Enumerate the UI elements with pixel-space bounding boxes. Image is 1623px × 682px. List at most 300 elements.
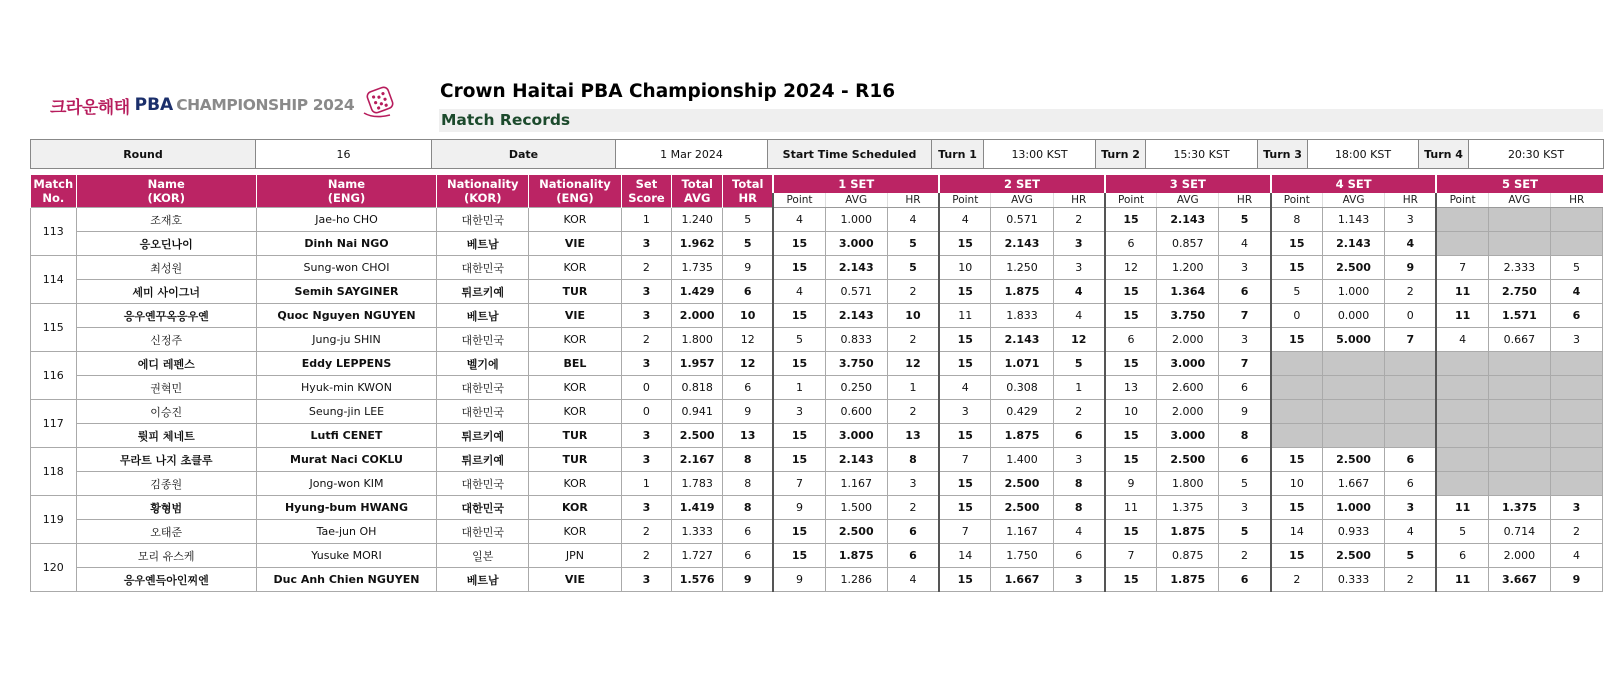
set-2-point: 3 xyxy=(939,400,991,424)
set-5-hr: 4 xyxy=(1550,280,1602,304)
set-5-avg-header: AVG xyxy=(1488,193,1550,208)
set-5-hr: 5 xyxy=(1550,256,1602,280)
col-nationality-eng: Nationality (ENG) xyxy=(529,175,621,208)
col-match-no: Match No. xyxy=(31,175,77,208)
set-4-hr: 3 xyxy=(1385,208,1437,232)
set-5-hr-empty xyxy=(1550,424,1602,448)
set-1-hr: 2 xyxy=(887,328,939,352)
logo-event-text: CHAMPIONSHIP 2024 xyxy=(176,96,355,114)
player-nationality-eng: KOR xyxy=(529,256,621,280)
set-5-avg: 0.714 xyxy=(1488,520,1550,544)
match-number: 114 xyxy=(31,256,77,304)
set-1-hr: 2 xyxy=(887,496,939,520)
player-total-hr: 5 xyxy=(723,208,774,232)
set-2-avg: 1.250 xyxy=(991,256,1053,280)
turn-4-label: Turn 4 xyxy=(1419,140,1469,169)
set-5-point-empty xyxy=(1436,448,1488,472)
set-5-hr: 2 xyxy=(1550,520,1602,544)
set-3-point: 15 xyxy=(1105,352,1157,376)
player-set-score: 0 xyxy=(621,400,672,424)
col-set-score: Set Score xyxy=(621,175,672,208)
table-row xyxy=(31,328,1603,352)
set-3-avg: 2.600 xyxy=(1157,376,1219,400)
set-5-point-empty xyxy=(1436,208,1488,232)
player-set-score: 2 xyxy=(621,328,672,352)
set-5-point-header: Point xyxy=(1436,193,1488,208)
set-3-hr: 6 xyxy=(1219,280,1271,304)
set-3-point: 6 xyxy=(1105,232,1157,256)
set-1-hr: 3 xyxy=(887,472,939,496)
player-name-kor: 황형범 xyxy=(76,496,256,520)
player-name-eng: Seung-jin LEE xyxy=(256,400,436,424)
set-5-avg-empty xyxy=(1488,448,1550,472)
set-3-hr: 4 xyxy=(1219,232,1271,256)
table-row xyxy=(31,304,1603,328)
player-nationality-eng: KOR xyxy=(529,400,621,424)
set-4-hr: 5 xyxy=(1385,544,1437,568)
set-2-hr: 8 xyxy=(1053,496,1105,520)
set-2-hr: 2 xyxy=(1053,208,1105,232)
set-5-avg-empty xyxy=(1488,232,1550,256)
table-row xyxy=(31,568,1603,592)
set-5-point: 7 xyxy=(1436,256,1488,280)
set-3-point-header: Point xyxy=(1105,193,1157,208)
set-1-point: 3 xyxy=(773,400,825,424)
player-total-hr: 6 xyxy=(723,520,774,544)
set-1-hr: 2 xyxy=(887,400,939,424)
set-1-point: 15 xyxy=(773,304,825,328)
set-4-point: 8 xyxy=(1271,208,1323,232)
set-4-hr: 9 xyxy=(1385,256,1437,280)
set-3-avg: 3.000 xyxy=(1157,424,1219,448)
date-value: 1 Mar 2024 xyxy=(616,140,768,169)
set-1-hr: 6 xyxy=(887,520,939,544)
set-5-point-empty xyxy=(1436,232,1488,256)
player-name-eng: Quoc Nguyen NGUYEN xyxy=(256,304,436,328)
player-total-avg: 0.941 xyxy=(672,400,723,424)
set-3-point: 15 xyxy=(1105,304,1157,328)
set-4-point: 15 xyxy=(1271,496,1323,520)
set-5-hr: 3 xyxy=(1550,328,1602,352)
billiard-ball-icon xyxy=(360,85,396,125)
match-number: 118 xyxy=(31,448,77,496)
set-3-avg: 1.875 xyxy=(1157,568,1219,592)
set-5-avg: 1.571 xyxy=(1488,304,1550,328)
set-2-hr: 3 xyxy=(1053,232,1105,256)
table-row xyxy=(31,472,1603,496)
set-1-hr: 2 xyxy=(887,280,939,304)
set-3-point: 13 xyxy=(1105,376,1157,400)
table-row xyxy=(31,256,1603,280)
set-5-avg-empty xyxy=(1488,352,1550,376)
col-set-3: 3 SET xyxy=(1105,175,1271,193)
match-number: 117 xyxy=(31,400,77,448)
logo-brand-text: PBA xyxy=(134,95,174,115)
page-subtitle: Match Records xyxy=(441,111,571,129)
set-3-hr: 8 xyxy=(1219,424,1271,448)
player-set-score: 3 xyxy=(621,448,672,472)
set-4-hr: 4 xyxy=(1385,520,1437,544)
turn-1-time: 13:00 KST xyxy=(984,140,1096,169)
player-name-kor: 응우옌꾸옥응우옌 xyxy=(76,304,256,328)
player-total-avg: 1.576 xyxy=(672,568,723,592)
set-2-avg: 2.143 xyxy=(991,328,1053,352)
player-total-avg: 1.783 xyxy=(672,472,723,496)
set-4-avg: 1.000 xyxy=(1322,496,1384,520)
player-nationality-kor: 대한민국 xyxy=(437,496,529,520)
set-4-point-empty xyxy=(1271,424,1323,448)
player-name-eng: Murat Naci COKLU xyxy=(256,448,436,472)
set-1-avg: 0.250 xyxy=(825,376,887,400)
set-5-point: 11 xyxy=(1436,568,1488,592)
set-3-point: 11 xyxy=(1105,496,1157,520)
set-2-hr: 1 xyxy=(1053,376,1105,400)
set-4-point: 15 xyxy=(1271,448,1323,472)
player-name-kor: 세미 사이그너 xyxy=(76,280,256,304)
set-4-hr-header: HR xyxy=(1385,193,1437,208)
set-1-hr: 8 xyxy=(887,448,939,472)
set-1-point: 15 xyxy=(773,256,825,280)
player-nationality-kor: 대한민국 xyxy=(437,328,529,352)
set-4-avg-empty xyxy=(1322,352,1384,376)
player-total-hr: 12 xyxy=(723,352,774,376)
table-row xyxy=(31,400,1603,424)
player-total-hr: 9 xyxy=(723,256,774,280)
set-5-hr-empty xyxy=(1550,232,1602,256)
set-4-avg: 2.500 xyxy=(1322,448,1384,472)
set-2-hr: 4 xyxy=(1053,520,1105,544)
set-1-hr: 12 xyxy=(887,352,939,376)
set-2-avg: 1.167 xyxy=(991,520,1053,544)
set-5-hr: 3 xyxy=(1550,496,1602,520)
set-1-point: 5 xyxy=(773,328,825,352)
set-5-avg: 0.667 xyxy=(1488,328,1550,352)
table-row xyxy=(31,544,1603,568)
set-1-point: 15 xyxy=(773,520,825,544)
set-3-point: 15 xyxy=(1105,568,1157,592)
player-name-kor: 이승진 xyxy=(76,400,256,424)
player-set-score: 3 xyxy=(621,496,672,520)
set-3-point: 15 xyxy=(1105,280,1157,304)
set-4-hr-empty xyxy=(1385,400,1437,424)
set-1-point: 15 xyxy=(773,232,825,256)
player-total-hr: 8 xyxy=(723,472,774,496)
set-2-hr: 3 xyxy=(1053,256,1105,280)
set-1-hr: 5 xyxy=(887,256,939,280)
player-set-score: 2 xyxy=(621,520,672,544)
set-2-avg: 1.400 xyxy=(991,448,1053,472)
player-set-score: 3 xyxy=(621,304,672,328)
set-1-avg-header: AVG xyxy=(825,193,887,208)
player-nationality-kor: 대한민국 xyxy=(437,400,529,424)
set-3-point: 15 xyxy=(1105,208,1157,232)
player-name-eng: Lutfi CENET xyxy=(256,424,436,448)
set-4-hr: 6 xyxy=(1385,472,1437,496)
set-2-point: 7 xyxy=(939,448,991,472)
set-3-point: 15 xyxy=(1105,424,1157,448)
set-5-hr-header: HR xyxy=(1550,193,1602,208)
set-2-point: 14 xyxy=(939,544,991,568)
turn-2-label: Turn 2 xyxy=(1096,140,1146,169)
set-3-point: 7 xyxy=(1105,544,1157,568)
turn-1-label: Turn 1 xyxy=(932,140,984,169)
col-name-kor: Name (KOR) xyxy=(76,175,256,208)
player-total-avg: 1.429 xyxy=(672,280,723,304)
set-2-avg: 1.833 xyxy=(991,304,1053,328)
player-total-avg: 1.240 xyxy=(672,208,723,232)
col-set-4: 4 SET xyxy=(1271,175,1437,193)
player-name-eng: Jung-ju SHIN xyxy=(256,328,436,352)
player-name-kor: 권혁민 xyxy=(76,376,256,400)
player-total-avg: 1.333 xyxy=(672,520,723,544)
set-2-point: 15 xyxy=(939,232,991,256)
set-2-hr: 3 xyxy=(1053,568,1105,592)
set-5-hr-empty xyxy=(1550,376,1602,400)
set-3-point: 15 xyxy=(1105,520,1157,544)
set-3-avg: 3.750 xyxy=(1157,304,1219,328)
player-nationality-kor: 튀르키예 xyxy=(437,280,529,304)
set-4-hr: 3 xyxy=(1385,496,1437,520)
set-3-point: 10 xyxy=(1105,400,1157,424)
set-5-avg: 3.667 xyxy=(1488,568,1550,592)
player-name-kor: 조재호 xyxy=(76,208,256,232)
set-2-hr: 12 xyxy=(1053,328,1105,352)
set-4-avg: 2.500 xyxy=(1322,544,1384,568)
set-5-point-empty xyxy=(1436,424,1488,448)
player-total-avg: 1.962 xyxy=(672,232,723,256)
round-label: Round xyxy=(31,140,256,169)
player-name-kor: 최성원 xyxy=(76,256,256,280)
table-row xyxy=(31,424,1603,448)
set-2-point: 15 xyxy=(939,472,991,496)
set-5-hr-empty xyxy=(1550,448,1602,472)
col-total-avg: Total AVG xyxy=(672,175,723,208)
player-total-avg: 2.167 xyxy=(672,448,723,472)
player-set-score: 3 xyxy=(621,424,672,448)
set-5-point: 11 xyxy=(1436,280,1488,304)
subtitle-bar xyxy=(439,109,1603,132)
col-name-eng: Name (ENG) xyxy=(256,175,436,208)
set-1-avg: 1.167 xyxy=(825,472,887,496)
set-4-hr: 0 xyxy=(1385,304,1437,328)
date-label: Date xyxy=(432,140,616,169)
set-1-avg: 0.571 xyxy=(825,280,887,304)
table-row xyxy=(31,520,1603,544)
set-4-point: 15 xyxy=(1271,544,1323,568)
set-5-point: 6 xyxy=(1436,544,1488,568)
turn-2-time: 15:30 KST xyxy=(1146,140,1258,169)
set-2-point: 4 xyxy=(939,208,991,232)
set-1-avg: 1.286 xyxy=(825,568,887,592)
set-2-point: 15 xyxy=(939,568,991,592)
player-set-score: 3 xyxy=(621,352,672,376)
set-1-hr: 13 xyxy=(887,424,939,448)
player-nationality-kor: 대한민국 xyxy=(437,376,529,400)
player-nationality-eng: KOR xyxy=(529,376,621,400)
set-3-avg: 3.000 xyxy=(1157,352,1219,376)
set-4-point: 15 xyxy=(1271,256,1323,280)
set-5-hr-empty xyxy=(1550,208,1602,232)
set-1-point: 15 xyxy=(773,448,825,472)
set-1-hr: 4 xyxy=(887,208,939,232)
player-name-kor: 응오딘나이 xyxy=(76,232,256,256)
set-4-point: 5 xyxy=(1271,280,1323,304)
set-2-point: 15 xyxy=(939,352,991,376)
player-nationality-eng: VIE xyxy=(529,232,621,256)
player-nationality-eng: KOR xyxy=(529,496,621,520)
set-1-avg: 3.750 xyxy=(825,352,887,376)
set-4-point: 10 xyxy=(1271,472,1323,496)
set-3-hr: 3 xyxy=(1219,496,1271,520)
player-name-eng: Sung-won CHOI xyxy=(256,256,436,280)
set-2-avg: 2.500 xyxy=(991,472,1053,496)
player-name-kor: 무라트 나지 초클루 xyxy=(76,448,256,472)
set-1-avg: 3.000 xyxy=(825,232,887,256)
set-1-point: 9 xyxy=(773,496,825,520)
set-4-avg: 2.143 xyxy=(1322,232,1384,256)
set-2-hr: 6 xyxy=(1053,544,1105,568)
set-1-point-header: Point xyxy=(773,193,825,208)
set-4-avg: 0.000 xyxy=(1322,304,1384,328)
player-total-hr: 9 xyxy=(723,568,774,592)
player-nationality-kor: 벨기에 xyxy=(437,352,529,376)
player-nationality-eng: KOR xyxy=(529,520,621,544)
set-1-avg: 0.600 xyxy=(825,400,887,424)
set-4-hr-empty xyxy=(1385,424,1437,448)
col-total-hr: Total HR xyxy=(723,175,774,208)
player-total-avg: 1.957 xyxy=(672,352,723,376)
player-name-kor: 에디 레펜스 xyxy=(76,352,256,376)
player-total-hr: 12 xyxy=(723,328,774,352)
player-set-score: 1 xyxy=(621,472,672,496)
set-5-point: 5 xyxy=(1436,520,1488,544)
player-total-hr: 5 xyxy=(723,232,774,256)
set-5-avg-empty xyxy=(1488,472,1550,496)
set-2-avg: 1.750 xyxy=(991,544,1053,568)
set-2-hr: 3 xyxy=(1053,448,1105,472)
set-5-avg-empty xyxy=(1488,424,1550,448)
set-3-avg: 2.000 xyxy=(1157,328,1219,352)
match-number: 113 xyxy=(31,208,77,256)
set-2-avg: 1.667 xyxy=(991,568,1053,592)
set-5-point-empty xyxy=(1436,376,1488,400)
set-1-point: 15 xyxy=(773,424,825,448)
table-row xyxy=(31,376,1603,400)
player-nationality-eng: JPN xyxy=(529,544,621,568)
set-4-hr-empty xyxy=(1385,352,1437,376)
set-2-avg: 0.571 xyxy=(991,208,1053,232)
set-1-point: 9 xyxy=(773,568,825,592)
table-row xyxy=(31,280,1603,304)
player-nationality-eng: KOR xyxy=(529,208,621,232)
set-1-hr: 5 xyxy=(887,232,939,256)
set-4-point: 2 xyxy=(1271,568,1323,592)
set-4-point: 15 xyxy=(1271,328,1323,352)
match-records-table xyxy=(30,175,1603,592)
set-3-avg: 1.364 xyxy=(1157,280,1219,304)
set-3-hr: 7 xyxy=(1219,352,1271,376)
set-2-avg: 0.308 xyxy=(991,376,1053,400)
set-3-point: 9 xyxy=(1105,472,1157,496)
set-2-hr-header: HR xyxy=(1053,193,1105,208)
set-2-hr: 2 xyxy=(1053,400,1105,424)
set-1-point: 15 xyxy=(773,544,825,568)
set-1-point: 7 xyxy=(773,472,825,496)
set-2-hr: 4 xyxy=(1053,280,1105,304)
match-number: 116 xyxy=(31,352,77,400)
match-records-body xyxy=(31,208,1603,592)
set-4-point: 14 xyxy=(1271,520,1323,544)
set-4-hr: 7 xyxy=(1385,328,1437,352)
set-5-avg: 1.375 xyxy=(1488,496,1550,520)
set-2-avg-header: AVG xyxy=(991,193,1053,208)
set-5-avg: 2.333 xyxy=(1488,256,1550,280)
player-nationality-eng: TUR xyxy=(529,280,621,304)
set-1-hr: 6 xyxy=(887,544,939,568)
set-2-avg: 1.875 xyxy=(991,280,1053,304)
player-total-hr: 13 xyxy=(723,424,774,448)
table-row xyxy=(31,232,1603,256)
player-name-kor: 오태준 xyxy=(76,520,256,544)
set-2-avg: 1.071 xyxy=(991,352,1053,376)
player-nationality-eng: TUR xyxy=(529,448,621,472)
set-2-point: 7 xyxy=(939,520,991,544)
player-set-score: 3 xyxy=(621,232,672,256)
round-value: 16 xyxy=(256,140,432,169)
set-2-hr: 8 xyxy=(1053,472,1105,496)
player-total-hr: 10 xyxy=(723,304,774,328)
set-3-hr: 7 xyxy=(1219,304,1271,328)
set-5-avg: 2.000 xyxy=(1488,544,1550,568)
set-4-hr-empty xyxy=(1385,376,1437,400)
player-nationality-kor: 베트남 xyxy=(437,304,529,328)
set-2-point: 4 xyxy=(939,376,991,400)
set-4-hr: 2 xyxy=(1385,280,1437,304)
player-name-kor: 신정주 xyxy=(76,328,256,352)
set-3-avg: 2.143 xyxy=(1157,208,1219,232)
set-4-point-empty xyxy=(1271,376,1323,400)
player-total-hr: 6 xyxy=(723,280,774,304)
player-total-hr: 6 xyxy=(723,544,774,568)
player-nationality-kor: 베트남 xyxy=(437,232,529,256)
set-3-hr: 6 xyxy=(1219,568,1271,592)
player-name-kor: 륏피 체네트 xyxy=(76,424,256,448)
set-4-hr: 2 xyxy=(1385,568,1437,592)
round-info-table xyxy=(30,139,1604,169)
set-4-avg-empty xyxy=(1322,376,1384,400)
player-set-score: 3 xyxy=(621,280,672,304)
set-2-point: 10 xyxy=(939,256,991,280)
match-number: 120 xyxy=(31,544,77,592)
set-3-avg: 1.375 xyxy=(1157,496,1219,520)
set-2-point: 15 xyxy=(939,280,991,304)
player-set-score: 0 xyxy=(621,376,672,400)
set-1-avg: 2.143 xyxy=(825,448,887,472)
set-3-hr-header: HR xyxy=(1219,193,1271,208)
player-nationality-kor: 튀르키예 xyxy=(437,448,529,472)
set-3-hr: 3 xyxy=(1219,328,1271,352)
set-3-hr: 6 xyxy=(1219,448,1271,472)
logo-korean-text: 크라운해태 xyxy=(50,97,130,118)
set-4-point: 0 xyxy=(1271,304,1323,328)
set-1-point: 4 xyxy=(773,208,825,232)
set-3-avg: 1.875 xyxy=(1157,520,1219,544)
match-number: 119 xyxy=(31,496,77,544)
player-nationality-eng: BEL xyxy=(529,352,621,376)
player-total-hr: 8 xyxy=(723,448,774,472)
player-name-eng: Jae-ho CHO xyxy=(256,208,436,232)
player-name-eng: Dinh Nai NGO xyxy=(256,232,436,256)
